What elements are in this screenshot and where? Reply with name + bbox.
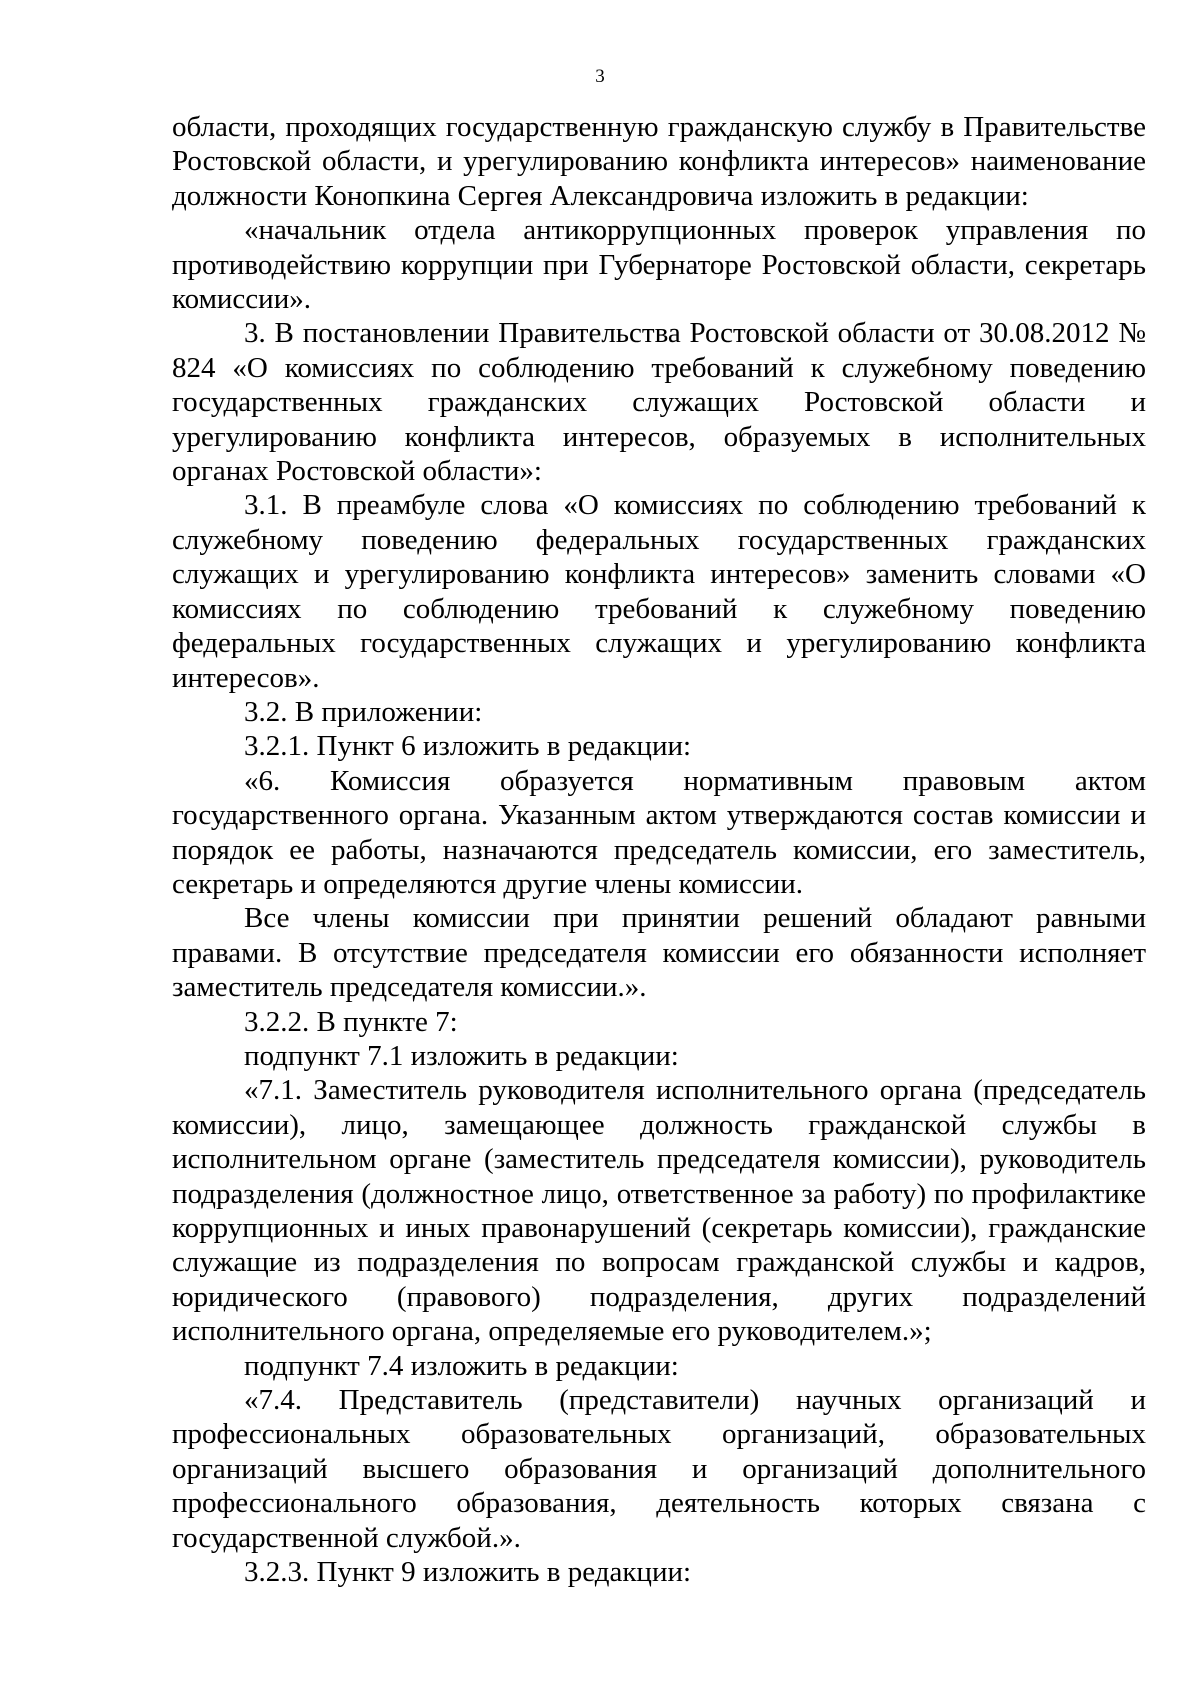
paragraph-quote-position: «начальник отдела антикоррупционных проверок управления по противодействию коррупции при Губернаторе Ростовской области, секретарь комиссии». [172, 214, 1146, 316]
paragraph-item-3-2-2: 3.2.2. В пункте 7: [244, 1005, 458, 1038]
paragraph-quote-point-6: «6. Комиссия образуется нормативным правовым актом государственного органа. Указанным актом утверждаются состав комиссии и порядок ее работы, назначаются председатель комиссии, его заместитель, секретарь и определяются другие члены комиссии. [172, 764, 1146, 900]
paragraph-quote-7-4: «7.4. Представитель (представители) научных организаций и профессиональных образовательных организаций, образовательных организаций высшего образования и организаций дополнительного профессионального образования, деятельность которых связана с государственной службой.». [172, 1384, 1146, 1554]
paragraph-quote-7-1: «7.1. Заместитель руководителя исполнительного органа (председатель комиссии), лицо, замещающее должность гражданской службы в исполнительном органе (заместитель председателя комиссии), руководитель подразделения (должностное лицо, ответственное за работу) по профилактике коррупционных и иных правонарушений (секретарь комиссии), гражданские служащие из подразделения по вопросам гражданской службы и кадров, юридического (правового) подразделения, других подразделений исполнительного органа, определяемые его руководителем.»; [172, 1074, 1146, 1348]
paragraph-continuation: области, проходящих государственную гражданскую службу в Правительстве Ростовской области, и урегулированию конфликта интересов» наименование должности Конопкина Сергея Александровича изложить в редакции: [172, 111, 1146, 212]
page-number: 3 [595, 66, 605, 87]
paragraph-item-3-2: 3.2. В приложении: [244, 695, 483, 728]
paragraph-subpoint-7-1-intro: подпункт 7.1 изложить в редакции: [244, 1039, 679, 1072]
paragraph-subpoint-7-4-intro: подпункт 7.4 изложить в редакции: [244, 1349, 679, 1382]
paragraph-item-3: 3. В постановлении Правительства Ростовской области от 30.08.2012 № 824 «О комиссиях по соблюдению требований к служебному поведению государственных гражданских служащих Ростовской области и урегулированию конфликта интересов, образуемых в исполнительных органах Ростовской области»: [172, 317, 1146, 488]
document-body [172, 110, 1146, 1589]
paragraph-item-3-1: 3.1. В преамбуле слова «О комиссиях по соблюдению требований к служебному поведению федеральных государственных гражданских служащих и урегулированию конфликта интересов» заменить словами «О комиссиях по соблюдению требований к служебному поведению федеральных государственных служащих и урегулированию конфликта интересов». [172, 489, 1146, 694]
paragraph-item-3-2-1: 3.2.1. Пункт 6 изложить в редакции: [244, 730, 692, 763]
paragraph-quote-point-6-cont: Все члены комиссии при принятии решений обладают равными правами. В отсутствие председателя комиссии его обязанности исполняет заместитель председателя комиссии.». [172, 902, 1146, 1004]
paragraph-item-3-2-3: 3.2.3. Пункт 9 изложить в редакции: [244, 1556, 692, 1589]
